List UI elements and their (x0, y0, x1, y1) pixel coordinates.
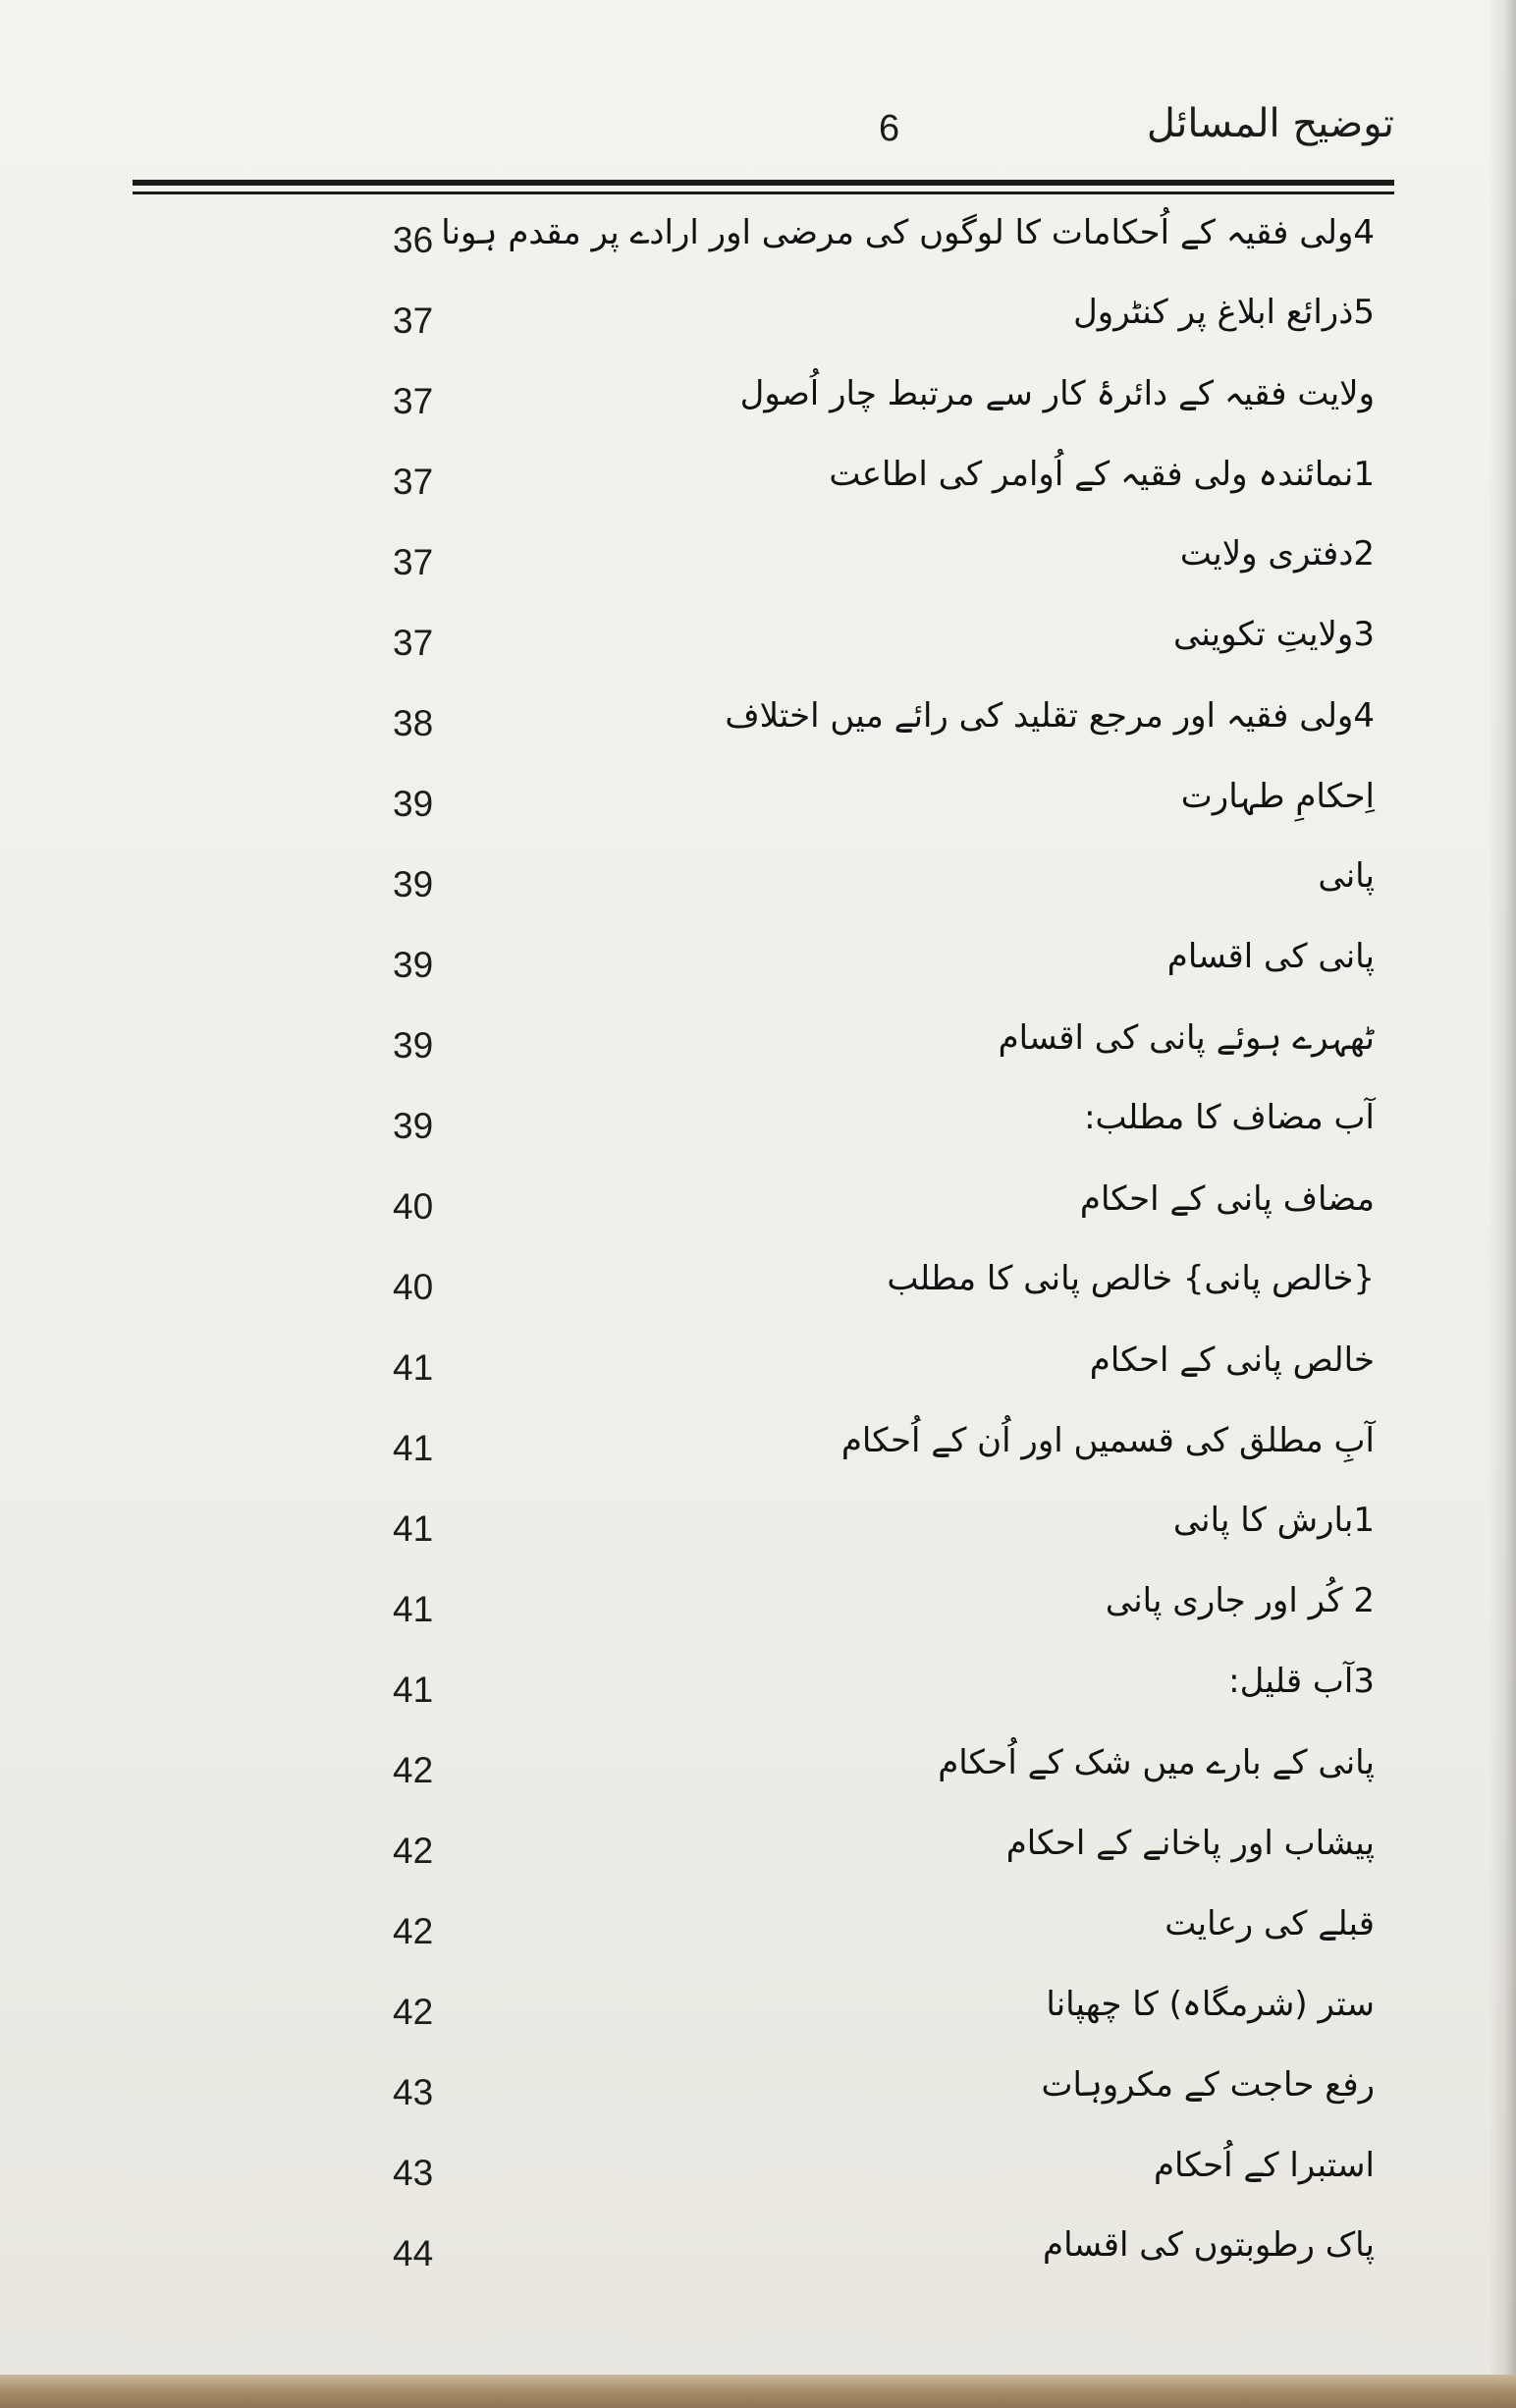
toc-title: استبرا کے اُحکام (1153, 2146, 1375, 2185)
toc-title: 4ولی فقیہ اور مرجع تقلید کی رائے میں اختلاف (725, 696, 1375, 736)
toc-title: 3آب قلیل: (1228, 1662, 1375, 1701)
toc-page-number: 39 (393, 1025, 434, 1066)
toc-entry (373, 1092, 1375, 1173)
toc-entry (373, 287, 1375, 367)
toc-title: پانی کے بارے میں شک کے اُحکام (938, 1743, 1375, 1782)
toc-entry (373, 609, 1375, 689)
toc-entry (373, 1012, 1375, 1092)
toc-title: آب مضاف کا مطلب: (1084, 1098, 1375, 1137)
toc-page-number: 37 (393, 301, 434, 341)
toc-entry (373, 689, 1375, 770)
book-binding-edge (0, 2375, 1516, 2408)
toc-entry (373, 1253, 1375, 1334)
toc-page-number: 42 (393, 1750, 434, 1790)
toc-title: ٹھہرے ہوئے پانی کی اقسام (998, 1018, 1375, 1058)
toc-page-number: 44 (393, 2233, 434, 2273)
toc-entry (373, 931, 1375, 1012)
toc-entry (373, 2058, 1375, 2139)
toc-entry (373, 206, 1375, 287)
toc-entry (373, 1414, 1375, 1495)
toc-title: آبِ مطلق کی قسمیں اور اُن کے اُحکام (840, 1421, 1375, 1460)
table-of-contents (373, 206, 1375, 2300)
toc-title: مضاف پانی کے احکام (1079, 1179, 1375, 1219)
toc-page-number: 41 (393, 1589, 434, 1629)
toc-entry (373, 770, 1375, 850)
toc-title: 1بارش کا پانی (1172, 1501, 1375, 1540)
toc-title: {خالص پانی} خالص پانی کا مطلب (887, 1259, 1375, 1298)
toc-title: پانی (1318, 856, 1375, 896)
page-header (133, 93, 1394, 172)
toc-entry (373, 448, 1375, 528)
toc-page-number: 39 (393, 945, 434, 985)
toc-page-number: 41 (393, 1347, 434, 1388)
toc-title: اِحکامِ طہارت (1180, 777, 1375, 816)
toc-title: پاک رطوبتوں کی اقسام (1043, 2225, 1375, 2265)
toc-page-number: 42 (393, 1911, 434, 1951)
toc-page-number: 37 (393, 381, 434, 421)
toc-title: 4ولی فقیہ کے اُحکامات کا لوگوں کی مرضی اور ارادے پر مقدم ہونا (441, 213, 1375, 252)
toc-page-number: 41 (393, 1669, 434, 1710)
toc-entry (373, 1575, 1375, 1656)
toc-entry (373, 1334, 1375, 1414)
toc-page-number: 42 (393, 1992, 434, 2032)
toc-title: قبلے کی رعایت (1164, 1904, 1375, 1943)
toc-title: ولایت فقیہ کے دائرۂ کار سے مرتبط چار اُصول (739, 374, 1375, 413)
toc-page-number: 38 (393, 703, 434, 743)
toc-title: رفع حاجت کے مکروہات (1041, 2065, 1375, 2105)
header-rule-thin (133, 192, 1394, 194)
page-edge-shadow (1489, 0, 1516, 2408)
toc-page-number: 40 (393, 1267, 434, 1307)
toc-title: 2 کُر اور جاری پانی (1105, 1581, 1375, 1620)
toc-page-number: 39 (393, 784, 434, 824)
toc-page-number: 40 (393, 1186, 434, 1227)
toc-entry (373, 1897, 1375, 1978)
toc-title: ستر (شرمگاہ) کا چھپانا (1046, 1985, 1375, 2024)
toc-entry (373, 1978, 1375, 2058)
toc-page-number: 39 (393, 864, 434, 904)
toc-title: 3ولایتِ تکوینی (1173, 615, 1375, 654)
toc-entry (373, 2219, 1375, 2300)
toc-entry (373, 2139, 1375, 2219)
toc-page-number: 37 (393, 623, 434, 663)
toc-title: 2دفتری ولایت (1179, 534, 1375, 574)
toc-title: پانی کی اقسام (1166, 937, 1375, 976)
toc-entry (373, 367, 1375, 448)
toc-page-number: 43 (393, 2153, 434, 2193)
toc-entry (373, 1656, 1375, 1736)
toc-page-number: 37 (393, 462, 434, 502)
toc-title: 5ذرائع ابلاغ پر کنٹرول (1073, 293, 1375, 332)
running-title: توضیح المسائل (1146, 101, 1394, 146)
toc-page-number: 41 (393, 1428, 434, 1468)
toc-title: خالص پانی کے احکام (1089, 1341, 1375, 1380)
toc-page-number: 43 (393, 2072, 434, 2112)
toc-page-number: 42 (393, 1831, 434, 1871)
toc-entry (373, 1736, 1375, 1817)
toc-page-number: 37 (393, 542, 434, 582)
toc-page-number: 36 (393, 220, 434, 260)
toc-title: پیشاب اور پاخانے کے احکام (1005, 1824, 1375, 1863)
toc-title: 1نمائندہ ولی فقیہ کے اُوامر کی اطاعت (829, 455, 1375, 494)
page-number: 6 (879, 108, 900, 149)
toc-entry (373, 528, 1375, 609)
toc-page-number: 39 (393, 1106, 434, 1146)
toc-entry (373, 1817, 1375, 1897)
toc-entry (373, 850, 1375, 931)
toc-entry (373, 1173, 1375, 1253)
toc-entry (373, 1495, 1375, 1575)
toc-page-number: 41 (393, 1508, 434, 1549)
header-rule-thick (133, 180, 1394, 186)
